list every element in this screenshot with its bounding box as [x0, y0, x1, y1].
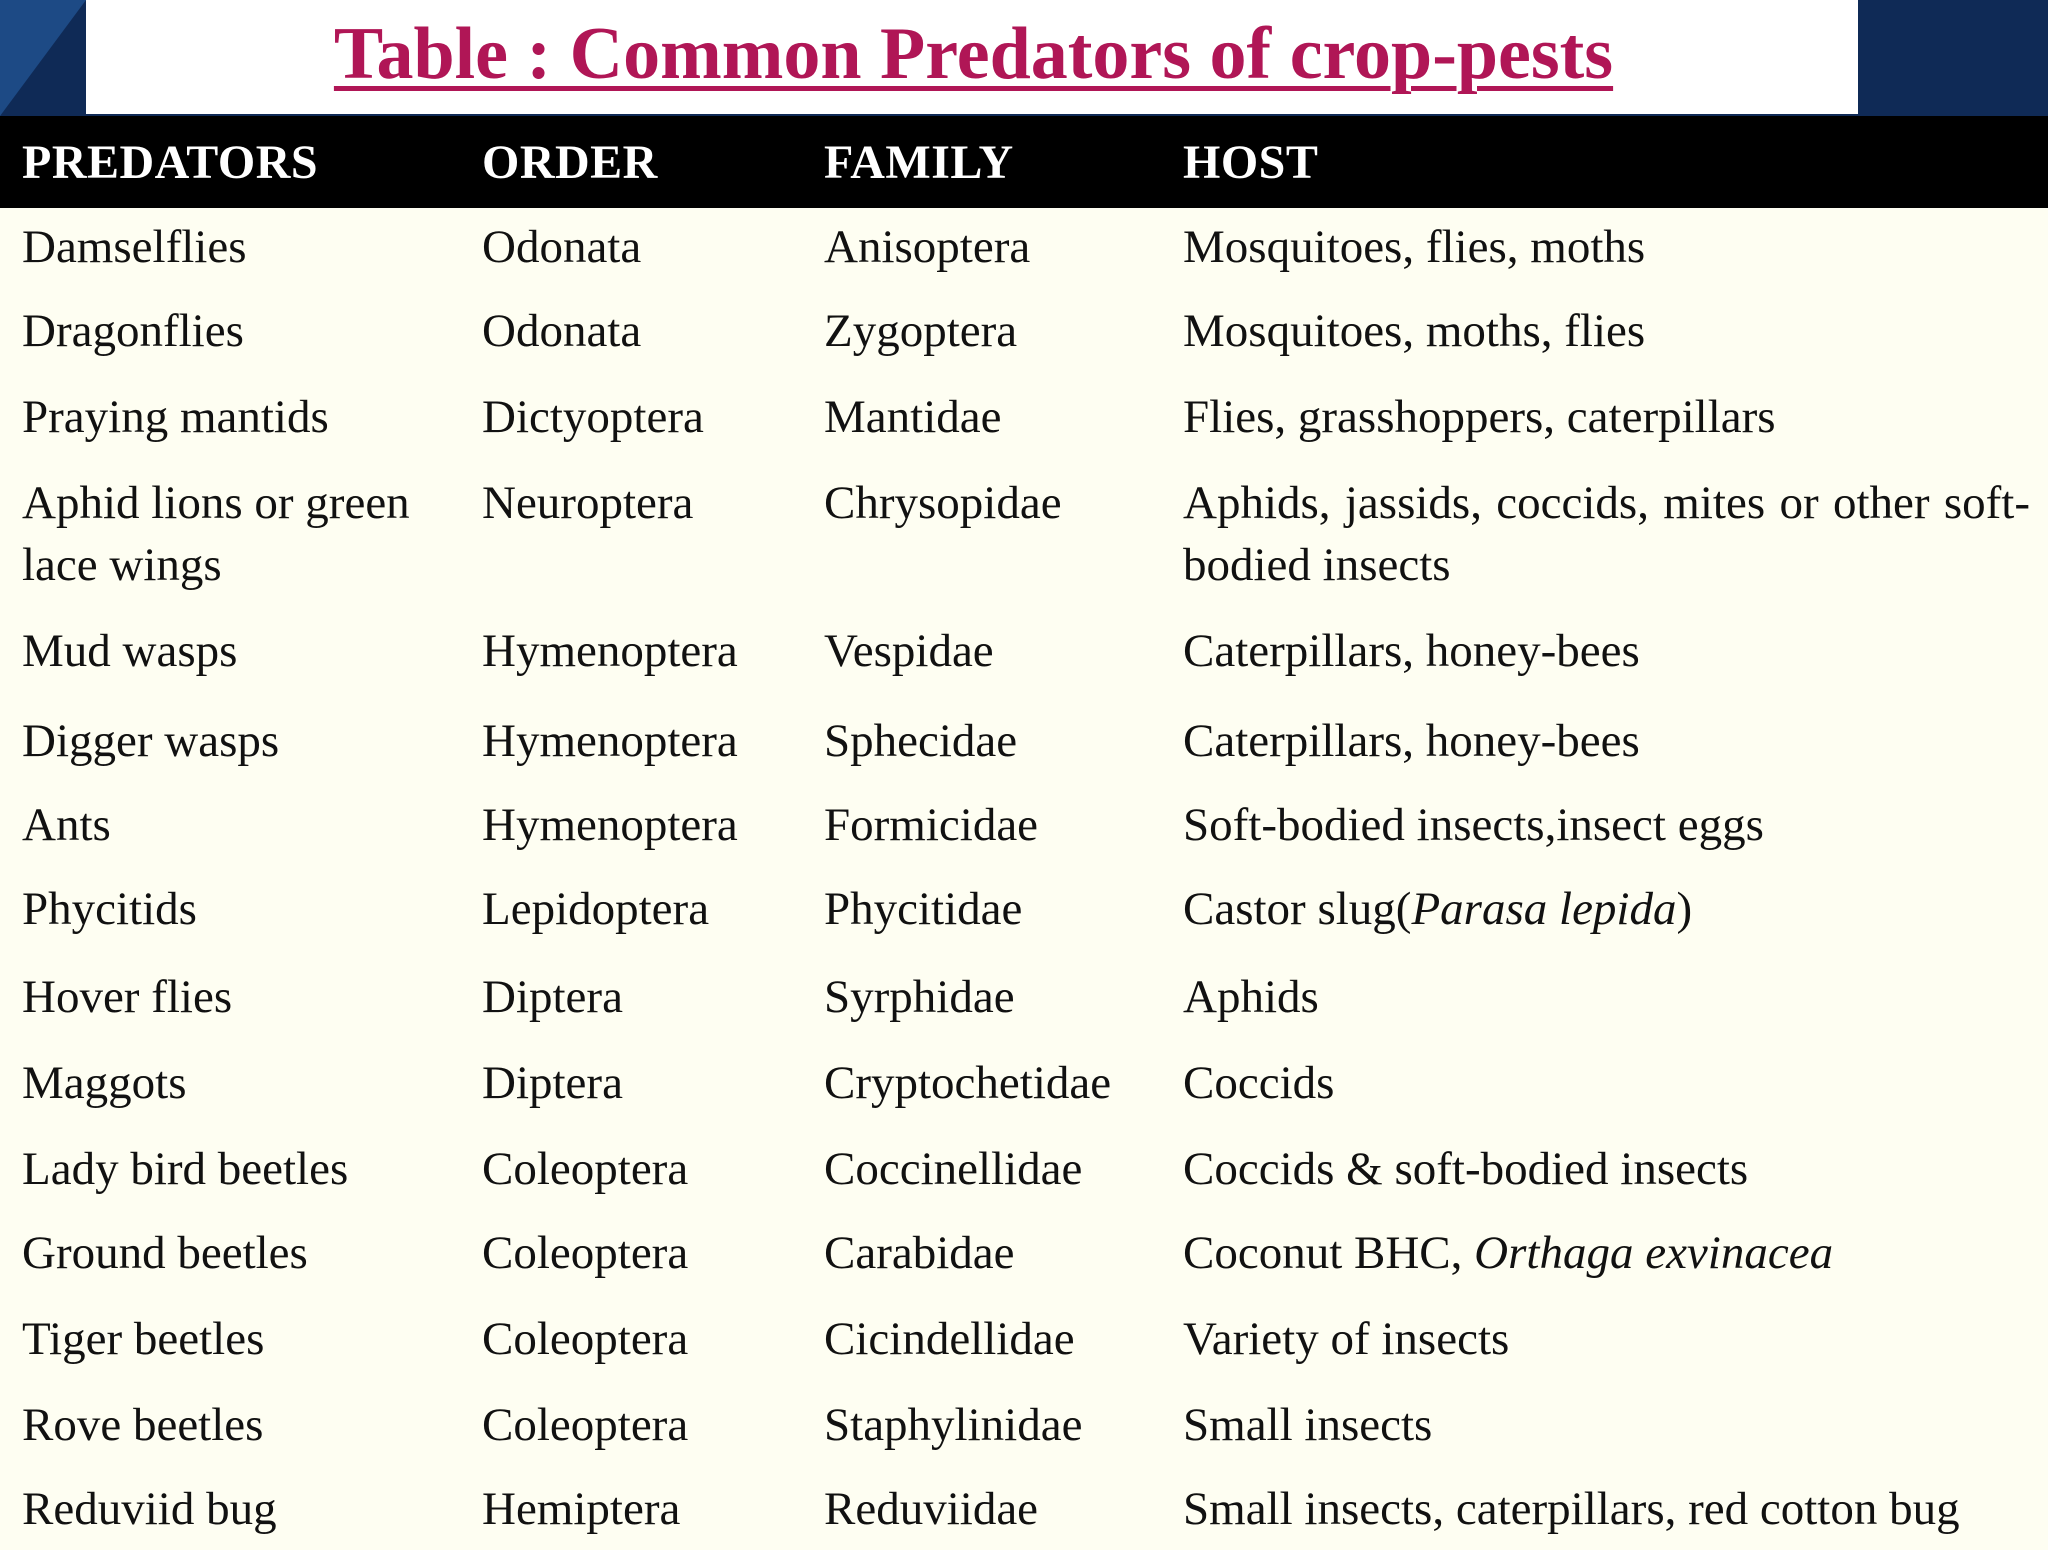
host-species-italic: Orthaga exvinacea	[1474, 1227, 1834, 1279]
predator-cell: Lady bird beetles	[22, 1143, 349, 1195]
host-cell: Coccids & soft-bodied insects	[1183, 1143, 1749, 1195]
table-row	[0, 702, 2048, 786]
table-row	[0, 1214, 2048, 1300]
family-cell: Phycitidae	[824, 883, 1023, 935]
table-row	[0, 1470, 2048, 1550]
family-cell: Reduviidae	[824, 1483, 1039, 1535]
family-cell: Formicidae	[824, 799, 1039, 851]
host-cell: Caterpillars, honey-bees	[1183, 625, 1640, 677]
predator-cell: Phycitids	[22, 883, 197, 935]
family-cell: Chrysopidae	[824, 477, 1062, 529]
family-cell: Sphecidae	[824, 715, 1018, 767]
order-cell: Dictyoptera	[482, 391, 704, 443]
table-header	[0, 116, 2048, 208]
header-host: HOST	[1183, 135, 1319, 189]
host-cell	[1161, 870, 2048, 958]
order-cell: Odonata	[482, 305, 642, 357]
host-cell: Mosquitoes, moths, flies	[1183, 305, 1646, 357]
order-cell: Hymenoptera	[482, 715, 738, 767]
table-row	[0, 1044, 2048, 1130]
host-text: Coconut BHC,	[1183, 1227, 1475, 1279]
host-cell: Coccids	[1183, 1057, 1335, 1109]
table-row	[0, 612, 2048, 702]
host-cell: Aphids	[1183, 971, 1319, 1023]
corner-decoration	[0, 0, 86, 116]
host-cell: Aphids, jassids, coccids, mites or other soft-bodied insects	[1183, 477, 2030, 591]
table-row	[0, 292, 2048, 378]
table-row	[0, 464, 2048, 612]
host-cell: Mosquitoes, flies, moths	[1183, 221, 1646, 273]
family-cell: Cicindellidae	[824, 1313, 1075, 1365]
family-cell: Zygoptera	[824, 305, 1018, 357]
order-cell: Coleoptera	[482, 1227, 689, 1279]
host-cell	[1161, 1214, 2048, 1300]
family-cell: Anisoptera	[824, 221, 1031, 273]
table-row	[0, 870, 2048, 958]
predator-cell: Praying mantids	[22, 391, 329, 443]
order-cell: Neuroptera	[482, 477, 694, 529]
host-cell: Caterpillars, honey-bees	[1183, 715, 1640, 767]
order-cell: Coleoptera	[482, 1143, 689, 1195]
header-family: FAMILY	[824, 135, 1014, 189]
family-cell: Vespidae	[824, 625, 994, 677]
order-cell: Diptera	[482, 1057, 623, 1109]
table-row	[0, 958, 2048, 1044]
order-cell: Odonata	[482, 221, 642, 273]
predator-cell: Ground beetles	[22, 1227, 308, 1279]
order-cell: Coleoptera	[482, 1399, 689, 1451]
order-cell: Lepidoptera	[482, 883, 710, 935]
table-row	[0, 786, 2048, 870]
predator-cell: Reduviid bug	[22, 1483, 277, 1535]
predator-cell: Tiger beetles	[22, 1313, 265, 1365]
order-cell: Hymenoptera	[482, 625, 738, 677]
order-cell: Hymenoptera	[482, 799, 738, 851]
family-cell: Coccinellidae	[824, 1143, 1083, 1195]
order-cell: Coleoptera	[482, 1313, 689, 1365]
host-cell: Variety of insects	[1183, 1313, 1510, 1365]
predator-cell: Digger wasps	[22, 715, 280, 767]
header-order: ORDER	[482, 135, 658, 189]
table-body	[0, 208, 2048, 1550]
family-cell: Carabidae	[824, 1227, 1015, 1279]
page-title: Table : Common Predators of crop-pests	[333, 12, 1614, 95]
table-row	[0, 1130, 2048, 1214]
table-row	[0, 1300, 2048, 1386]
family-cell: Syrphidae	[824, 971, 1015, 1023]
table-row	[0, 378, 2048, 464]
family-cell: Staphylinidae	[824, 1399, 1083, 1451]
predator-cell: Hover flies	[22, 971, 233, 1023]
order-cell: Diptera	[482, 971, 623, 1023]
host-cell: Flies, grasshoppers, caterpillars	[1183, 391, 1776, 443]
host-cell: Small insects	[1183, 1399, 1433, 1451]
order-cell: Hemiptera	[482, 1483, 681, 1535]
predator-cell: Mud wasps	[22, 625, 238, 677]
host-text-suffix: )	[1676, 883, 1693, 935]
predator-cell: Maggots	[22, 1057, 187, 1109]
title-box	[86, 0, 1858, 114]
predator-cell: Rove beetles	[22, 1399, 264, 1451]
table-row	[0, 1386, 2048, 1470]
table-row	[0, 208, 2048, 292]
host-text: Castor slug(	[1183, 883, 1412, 935]
predator-cell: Damselflies	[22, 221, 247, 273]
predators-table-container	[0, 116, 2048, 1536]
family-cell: Cryptochetidae	[824, 1057, 1112, 1109]
predator-cell: Dragonflies	[22, 305, 244, 357]
predator-cell: Aphid lions or green lace wings	[22, 477, 410, 591]
predator-cell: Ants	[22, 799, 111, 851]
host-species-italic: Parasa lepida	[1411, 883, 1677, 935]
family-cell: Mantidae	[824, 391, 1002, 443]
header-row	[0, 116, 2048, 208]
predators-table	[0, 116, 2048, 1550]
host-cell: Soft-bodied insects,insect eggs	[1183, 799, 1764, 851]
host-cell: Small insects, caterpillars, red cotton bug	[1183, 1483, 1960, 1535]
header-predators: PREDATORS	[22, 135, 319, 189]
